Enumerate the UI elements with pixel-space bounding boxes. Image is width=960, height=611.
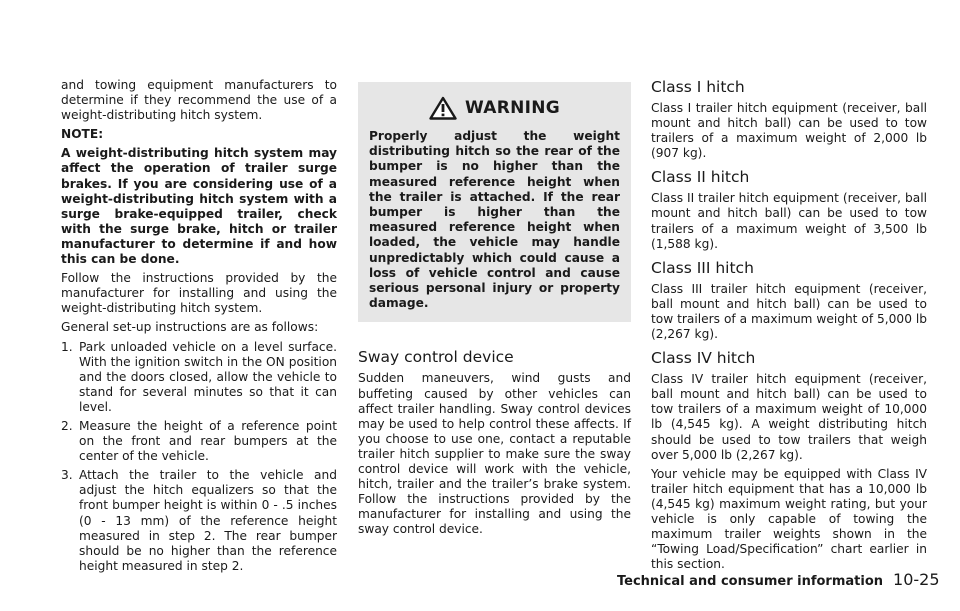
class4-paragraph: Class IV trailer hitch equipment (receiver, ball mount and hitch ball) can be used to tow trailers of a maximum weight of 10,000 lb (4,545 kg). A weight distributing hitch should be used to tow trailers that weigh over 5,000 lb (2,267 kg). <box>651 372 927 462</box>
left-column <box>61 78 337 578</box>
warning-box <box>358 82 631 322</box>
list-item: 1. Park unloaded vehicle on a level surface. With the ignition switch in the ON position and the doors closed, allow the vehicle to stand for several minutes so that it can level. <box>61 339 337 414</box>
setup-steps-list <box>61 340 337 574</box>
section-title: Technical and consumer information <box>617 574 884 589</box>
class3-paragraph: Class III trailer hitch equipment (receiver, ball mount and hitch ball) can be used to tow trailers of a maximum weight of 5,000 lb (2,267 kg). <box>651 281 927 342</box>
class2-heading: Class II hitch <box>651 168 750 187</box>
page-footer <box>617 570 940 589</box>
list-item: 3. Attach the trailer to the vehicle and adjust the hitch equalizers so that the front bumper height is within 0 - .5 inches (0 - 13 mm) of the reference height measured in step 2. The rear bumper should be no higher than the reference height measured in step 2. <box>61 468 337 573</box>
warning-title <box>369 96 620 120</box>
class1-heading: Class I hitch <box>651 78 745 96</box>
note-label: NOTE: <box>61 127 104 142</box>
sway-heading: Sway control device <box>358 348 514 367</box>
follow-paragraph: Follow the instructions provided by the manufacturer for installing and using the weight-distributing hitch system. <box>61 271 337 316</box>
general-paragraph: General set-up instructions are as follows: <box>61 320 319 335</box>
list-item: 2. Measure the height of a reference point on the front and rear bumpers at the center of the vehicle. <box>61 418 337 464</box>
class2-paragraph: Class II trailer hitch equipment (receiver, ball mount and hitch ball) can be used to tow trailers of a maximum weight of 3,500 lb (1,588 kg). <box>651 191 927 251</box>
class1-paragraph: Class I trailer hitch equipment (receiver, ball mount and hitch ball) can be used to tow trailers of a maximum weight of 2,000 lb (907 kg). <box>651 101 927 161</box>
sway-paragraph: Sudden maneuvers, wind gusts and buffeting caused by other vehicles can affect trailer handling. Sway control devices may be used to help control these affects. If you choose to use one, contact a reputable trailer hitch supplier to make sure the sway control device will work with the vehicle, hitch, trailer and the trailer’s brake system. Follow the instructions provided by the manufacturer for installing and using the sway control device. <box>358 371 631 537</box>
warning-text: Properly adjust the weight distributing hitch so the rear of the bumper is no higher than the measured reference height when the trailer is attached. If the rear bumper is higher than the measured reference height when loaded, the vehicle may handle unpredictably which could cause a loss of vehicle control and cause serious personal injury or property damage. <box>369 129 620 311</box>
warning-label: WARNING <box>464 98 561 118</box>
class3-heading: Class III hitch <box>651 258 754 277</box>
intro-paragraph: and towing equipment manufacturers to determine if they recommend the use of a weight-distributing hitch system. <box>61 78 337 123</box>
middle-column <box>358 78 631 541</box>
warning-triangle-icon <box>429 96 457 120</box>
class4-heading: Class IV hitch <box>651 349 756 368</box>
right-column <box>651 78 927 576</box>
page-number: 10-25 <box>893 570 940 589</box>
note-text: A weight-distributing hitch system may affect the operation of trailer surge brakes. If you are considering use of a weight-distributing hitch system with a surge brake-equipped trailer, check with the surge brake, hitch or trailer manufacturer to determine if and how this can be done. <box>61 146 337 267</box>
class4-paragraph-2: Your vehicle may be equipped with Class IV trailer hitch equipment that has a 10,000 lb (4,545 kg) maximum weight rating, but your vehicle is only capable of towing the maximum trailer weights shown in the “Towing Load/Specification” chart earlier in this section. <box>651 466 927 572</box>
